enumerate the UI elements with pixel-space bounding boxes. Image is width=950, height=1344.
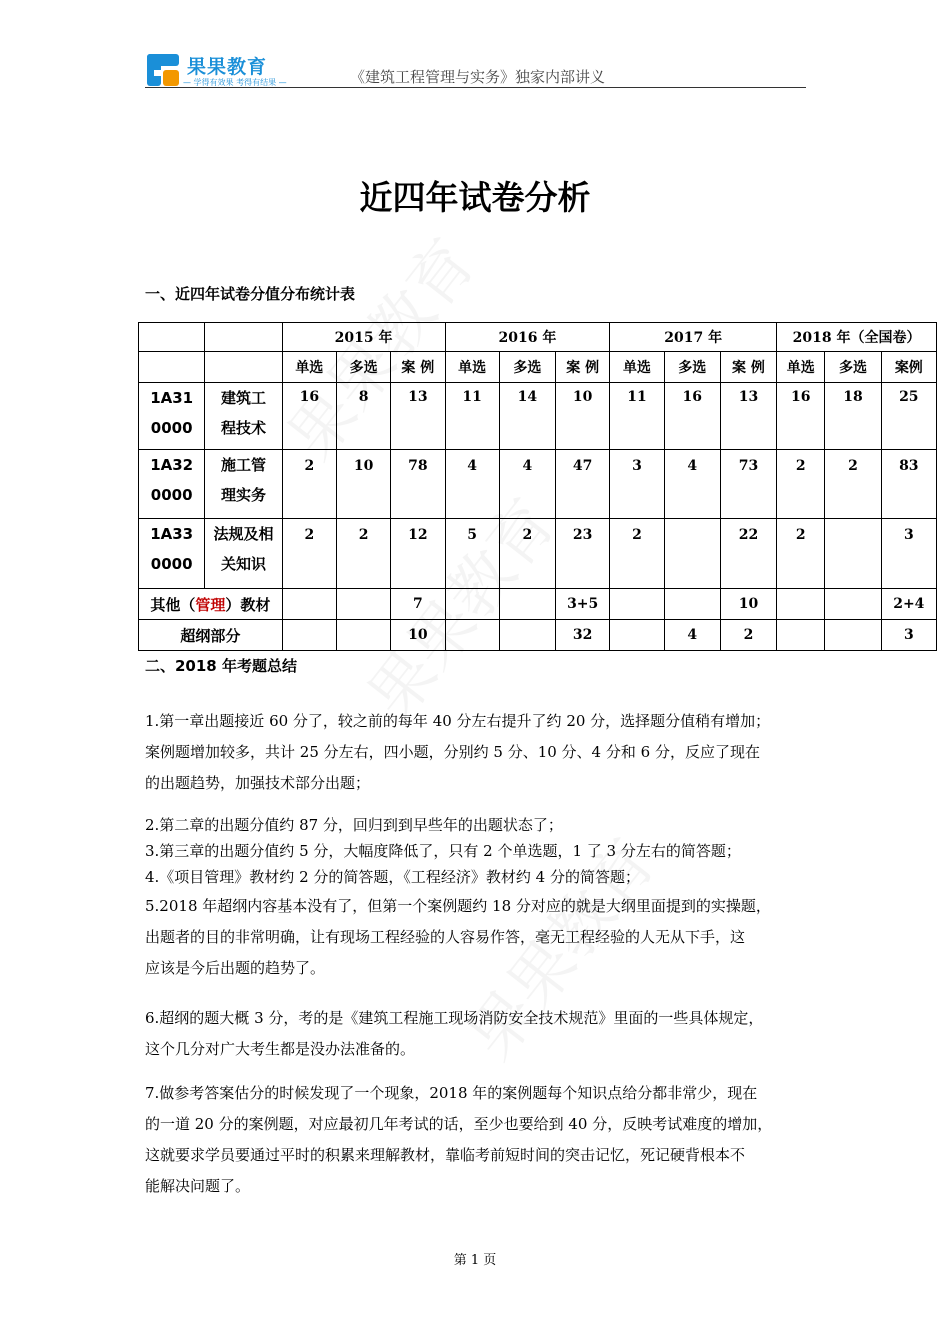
type-header: 案 例 bbox=[391, 352, 445, 383]
score-cell: 5 bbox=[445, 519, 499, 589]
score-cell: 2 bbox=[282, 450, 336, 519]
score-cell: 2 bbox=[825, 450, 881, 519]
type-header: 单选 bbox=[445, 352, 499, 383]
score-distribution-table bbox=[138, 322, 937, 651]
beyond-syllabus-label: 超纲部分 bbox=[139, 620, 283, 651]
logo-text: 果果教育 bbox=[187, 56, 268, 78]
type-header: 案 例 bbox=[556, 352, 610, 383]
score-cell: 2 bbox=[336, 519, 390, 589]
score-cell: 2 bbox=[610, 519, 664, 589]
chapter-name: 施工管 理实务 bbox=[205, 450, 282, 519]
score-cell: 16 bbox=[777, 383, 825, 450]
score-cell bbox=[336, 620, 390, 651]
score-cell: 10 bbox=[336, 450, 390, 519]
summary-item: 7.做参考答案估分的时候发现了一个现象，2018 年的案例题每个知识点给分都非常少，现在 的一道 20 分的案例题，对应最初几年考试的话，至少也要给到 40 分，反映考试难度的增加， 这就要求学员要通过平时的积累来理解教材，靠临考前短时间的突击记忆，死记硬背根本不 能解决问题了。 bbox=[145, 1084, 773, 1195]
score-cell: 18 bbox=[825, 383, 881, 450]
header-divider bbox=[145, 87, 806, 88]
other-textbook-label: 其他（管理）教材 bbox=[139, 589, 283, 620]
score-cell: 3+5 bbox=[556, 589, 610, 620]
score-cell: 23 bbox=[556, 519, 610, 589]
score-cell: 13 bbox=[391, 383, 445, 450]
chapter-code: 1A32 0000 bbox=[139, 450, 205, 519]
score-cell bbox=[499, 620, 555, 651]
type-header: 多选 bbox=[664, 352, 720, 383]
score-cell bbox=[825, 620, 881, 651]
score-cell bbox=[777, 589, 825, 620]
score-cell bbox=[499, 589, 555, 620]
table-row bbox=[139, 519, 937, 589]
score-cell: 10 bbox=[720, 589, 776, 620]
score-cell bbox=[610, 620, 664, 651]
score-cell bbox=[282, 620, 336, 651]
score-cell: 22 bbox=[720, 519, 776, 589]
score-cell: 11 bbox=[445, 383, 499, 450]
score-cell bbox=[777, 620, 825, 651]
score-cell: 4 bbox=[499, 450, 555, 519]
corner-cell bbox=[139, 352, 205, 383]
type-header: 多选 bbox=[336, 352, 390, 383]
logo-mark-icon bbox=[145, 52, 181, 88]
score-cell: 4 bbox=[664, 620, 720, 651]
type-header: 案例 bbox=[881, 352, 936, 383]
score-cell: 3 bbox=[881, 519, 936, 589]
score-cell: 2+4 bbox=[881, 589, 936, 620]
score-cell bbox=[664, 589, 720, 620]
score-cell: 11 bbox=[610, 383, 664, 450]
score-cell: 4 bbox=[445, 450, 499, 519]
chapter-code: 1A31 0000 bbox=[139, 383, 205, 450]
logo bbox=[145, 50, 285, 90]
score-cell: 14 bbox=[499, 383, 555, 450]
score-cell: 13 bbox=[720, 383, 776, 450]
year-header: 2015 年 bbox=[282, 323, 445, 352]
score-cell bbox=[664, 519, 720, 589]
score-cell: 32 bbox=[556, 620, 610, 651]
score-cell: 12 bbox=[391, 519, 445, 589]
score-cell: 10 bbox=[556, 383, 610, 450]
score-cell bbox=[445, 620, 499, 651]
chapter-name: 法规及相 关知识 bbox=[205, 519, 282, 589]
summary-item: 6.超纲的题大概 3 分，考的是《建筑工程施工现场消防安全技术规范》里面的一些具体规定， 这个几分对广大考生都是没办法准备的。 bbox=[145, 1009, 764, 1058]
score-cell: 3 bbox=[610, 450, 664, 519]
score-cell: 78 bbox=[391, 450, 445, 519]
score-cell bbox=[825, 589, 881, 620]
table-row bbox=[139, 383, 937, 450]
score-cell: 47 bbox=[556, 450, 610, 519]
score-cell: 4 bbox=[664, 450, 720, 519]
score-cell: 83 bbox=[881, 450, 936, 519]
corner-cell bbox=[139, 323, 205, 352]
score-cell: 16 bbox=[664, 383, 720, 450]
type-header: 单选 bbox=[610, 352, 664, 383]
score-cell: 10 bbox=[391, 620, 445, 651]
section-heading: 一、近四年试卷分值分布统计表 bbox=[145, 285, 356, 303]
type-header: 单选 bbox=[282, 352, 336, 383]
year-header: 2017 年 bbox=[610, 323, 777, 352]
summary-item: 5.2018 年超纲内容基本没有了，但第一个案例题约 18 分对应的就是大纲里面提到的实操题， 出题者的目的非常明确，让有现场工程经验的人容易作答，毫无工程经验的人无从下手，这 应该是今后出题的趋势了。 bbox=[145, 897, 771, 977]
score-cell: 2 bbox=[282, 519, 336, 589]
score-cell bbox=[445, 589, 499, 620]
logo-slogan: — 学得有效果 考得有结果 — bbox=[183, 78, 287, 87]
type-header: 多选 bbox=[825, 352, 881, 383]
section-heading: 二、2018 年考题总结 bbox=[145, 657, 297, 675]
summary-item: 2.第二章的出题分值约 87 分，回归到到早些年的出题状态了； 3.第三章的出题分值约 5 分，大幅度降低了，只有 2 个单选题，1 了 3 分左右的简答题； 4.《项目管理》教材约 2 分的简答题，《工程经济》教材约 4 分的简答题； bbox=[145, 816, 741, 886]
score-cell bbox=[282, 589, 336, 620]
score-cell: 8 bbox=[336, 383, 390, 450]
type-header: 单选 bbox=[777, 352, 825, 383]
score-cell bbox=[610, 589, 664, 620]
score-cell: 73 bbox=[720, 450, 776, 519]
corner-cell bbox=[205, 352, 282, 383]
table-row bbox=[139, 589, 937, 620]
year-header: 2018 年（全国卷） bbox=[777, 323, 937, 352]
chapter-name: 建筑工 程技术 bbox=[205, 383, 282, 450]
score-cell: 25 bbox=[881, 383, 936, 450]
score-cell: 3 bbox=[881, 620, 936, 651]
table-row bbox=[139, 450, 937, 519]
score-cell: 16 bbox=[282, 383, 336, 450]
score-cell: 2 bbox=[499, 519, 555, 589]
score-cell bbox=[336, 589, 390, 620]
year-header: 2016 年 bbox=[445, 323, 610, 352]
page-title: 近四年试卷分析 bbox=[359, 178, 591, 217]
table-row bbox=[139, 620, 937, 651]
document-header-title: 《建筑工程管理与实务》独家内部讲义 bbox=[350, 68, 606, 86]
page-number: 第 1 页 bbox=[453, 1253, 497, 1268]
corner-cell bbox=[205, 323, 282, 352]
chapter-code: 1A33 0000 bbox=[139, 519, 205, 589]
score-cell: 2 bbox=[777, 519, 825, 589]
score-cell: 7 bbox=[391, 589, 445, 620]
score-cell: 2 bbox=[720, 620, 776, 651]
summary-item: 1.第一章出题接近 60 分了，较之前的每年 40 分左右提升了约 20 分，选择题分值稍有增加； 案例题增加较多，共计 25 分左右，四小题，分别约 5 分、10 分、4 分和 6 分，反应了现在 的出题趋势，加强技术部分出题； bbox=[145, 712, 771, 792]
type-header: 案 例 bbox=[720, 352, 776, 383]
score-cell bbox=[825, 519, 881, 589]
score-cell: 2 bbox=[777, 450, 825, 519]
type-header: 多选 bbox=[499, 352, 555, 383]
